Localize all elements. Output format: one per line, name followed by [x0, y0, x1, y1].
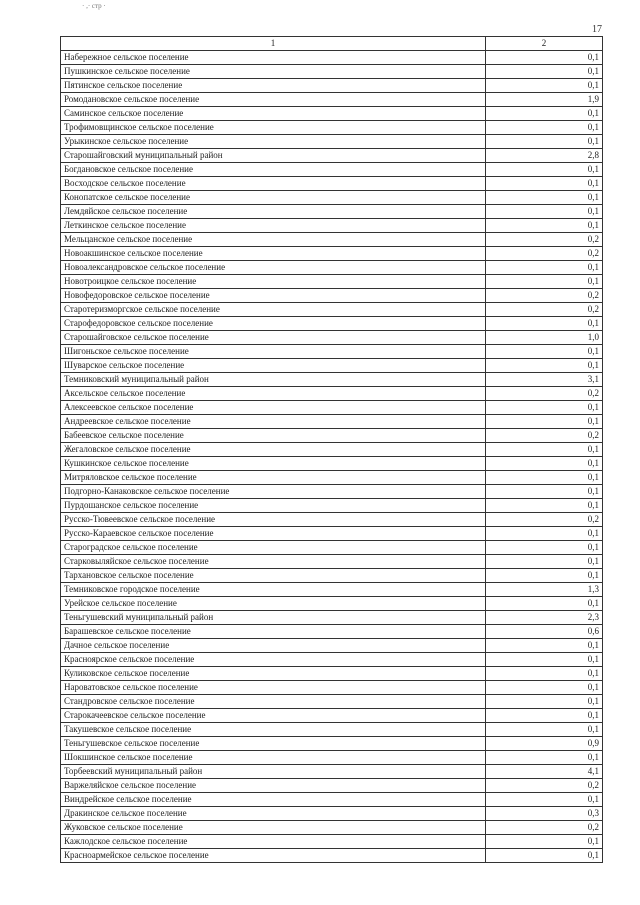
table-row — [61, 639, 603, 653]
row-value-cell: 0,1 — [486, 261, 603, 275]
page-number: 17 — [592, 24, 602, 35]
row-name-cell: Новотроицкое сельское поселение — [61, 275, 486, 289]
table-row — [61, 93, 603, 107]
row-name-cell: Конопатское сельское поселение — [61, 191, 486, 205]
row-value-cell: 0,9 — [486, 737, 603, 751]
table-row — [61, 149, 603, 163]
row-value-cell: 0,1 — [486, 359, 603, 373]
row-name-cell: Саминское сельское поселение — [61, 107, 486, 121]
row-name-cell: Урейское сельское поселение — [61, 597, 486, 611]
table-row — [61, 261, 603, 275]
row-name-cell: Алексеевское сельское поселение — [61, 401, 486, 415]
row-value-cell: 0,1 — [486, 597, 603, 611]
row-value-cell: 0,1 — [486, 107, 603, 121]
row-name-cell: Русско-Тювеевское сельское поселение — [61, 513, 486, 527]
row-name-cell: Новоалександровское сельское поселение — [61, 261, 486, 275]
table-header-row — [61, 37, 603, 51]
row-value-cell: 0,1 — [486, 51, 603, 65]
row-value-cell: 0,1 — [486, 499, 603, 513]
corner-mark: · ,· стр · — [82, 2, 106, 10]
row-value-cell: 0,1 — [486, 415, 603, 429]
table-row — [61, 583, 603, 597]
table-row — [61, 457, 603, 471]
row-value-cell: 0,1 — [486, 835, 603, 849]
row-value-cell: 0,3 — [486, 807, 603, 821]
table-row — [61, 163, 603, 177]
row-name-cell: Староградское сельское поселение — [61, 541, 486, 555]
row-name-cell: Лемдяйское сельское поселение — [61, 205, 486, 219]
row-name-cell: Старошайговское сельское поселение — [61, 331, 486, 345]
row-name-cell: Темниковский муниципальный район — [61, 373, 486, 387]
row-value-cell: 0,1 — [486, 191, 603, 205]
table-row — [61, 275, 603, 289]
row-value-cell: 0,1 — [486, 317, 603, 331]
row-name-cell: Нароватовское сельское поселение — [61, 681, 486, 695]
table-row — [61, 569, 603, 583]
table-row — [61, 793, 603, 807]
row-name-cell: Старокачеевское сельское поселение — [61, 709, 486, 723]
row-name-cell: Старофедоровское сельское поселение — [61, 317, 486, 331]
row-name-cell: Богдановское сельское поселение — [61, 163, 486, 177]
table-row — [61, 611, 603, 625]
row-value-cell: 4,1 — [486, 765, 603, 779]
row-value-cell: 0,1 — [486, 639, 603, 653]
row-name-cell: Кушкинское сельское поселение — [61, 457, 486, 471]
row-value-cell: 0,2 — [486, 247, 603, 261]
row-name-cell: Такушевское сельское поселение — [61, 723, 486, 737]
row-name-cell: Шигоньское сельское поселение — [61, 345, 486, 359]
row-name-cell: Куликовское сельское поселение — [61, 667, 486, 681]
row-name-cell: Ромодановское сельское поселение — [61, 93, 486, 107]
table-row — [61, 191, 603, 205]
table-row — [61, 401, 603, 415]
row-name-cell: Новофедоровское сельское поселение — [61, 289, 486, 303]
table-row — [61, 527, 603, 541]
table-row — [61, 233, 603, 247]
column-header-1: 1 — [61, 37, 486, 51]
row-value-cell: 0,1 — [486, 443, 603, 457]
row-value-cell: 1,0 — [486, 331, 603, 345]
row-value-cell: 0,2 — [486, 289, 603, 303]
row-name-cell: Торбеевский муниципальный район — [61, 765, 486, 779]
table-row — [61, 373, 603, 387]
row-name-cell: Старотеризморгское сельское поселение — [61, 303, 486, 317]
row-value-cell: 0,1 — [486, 709, 603, 723]
row-value-cell: 0,1 — [486, 555, 603, 569]
row-value-cell: 0,2 — [486, 303, 603, 317]
table-row — [61, 625, 603, 639]
row-name-cell: Шокшинское сельское поселение — [61, 751, 486, 765]
table-row — [61, 79, 603, 93]
row-name-cell: Подгорно-Канаковское сельское поселение — [61, 485, 486, 499]
row-value-cell: 0,6 — [486, 625, 603, 639]
table-row — [61, 219, 603, 233]
table-row — [61, 289, 603, 303]
table-row — [61, 331, 603, 345]
row-value-cell: 0,2 — [486, 233, 603, 247]
row-name-cell: Аксельское сельское поселение — [61, 387, 486, 401]
row-value-cell: 0,2 — [486, 387, 603, 401]
row-value-cell: 2,8 — [486, 149, 603, 163]
row-value-cell: 1,9 — [486, 93, 603, 107]
row-value-cell: 0,1 — [486, 471, 603, 485]
table-row — [61, 443, 603, 457]
row-name-cell: Стандровское сельское поселение — [61, 695, 486, 709]
row-value-cell: 0,1 — [486, 457, 603, 471]
row-value-cell: 0,1 — [486, 219, 603, 233]
row-name-cell: Пушкинское сельское поселение — [61, 65, 486, 79]
table-row — [61, 737, 603, 751]
row-name-cell: Жуковское сельское поселение — [61, 821, 486, 835]
row-value-cell: 0,1 — [486, 667, 603, 681]
row-name-cell: Мельцанское сельское поселение — [61, 233, 486, 247]
row-name-cell: Темниковское городское поселение — [61, 583, 486, 597]
table-row — [61, 415, 603, 429]
table-row — [61, 807, 603, 821]
table-row — [61, 709, 603, 723]
row-name-cell: Трофимовщинское сельское поселение — [61, 121, 486, 135]
row-name-cell: Тархановское сельское поселение — [61, 569, 486, 583]
row-value-cell: 0,1 — [486, 849, 603, 863]
row-name-cell: Старошайговский муниципальный район — [61, 149, 486, 163]
row-value-cell: 0,1 — [486, 695, 603, 709]
table-row — [61, 513, 603, 527]
row-value-cell: 0,2 — [486, 429, 603, 443]
row-name-cell: Леткинское сельское поселение — [61, 219, 486, 233]
row-value-cell: 0,1 — [486, 205, 603, 219]
table-row — [61, 387, 603, 401]
table-row — [61, 485, 603, 499]
table-row — [61, 51, 603, 65]
row-value-cell: 0,1 — [486, 79, 603, 93]
row-value-cell: 0,1 — [486, 653, 603, 667]
row-name-cell: Шуварское сельское поселение — [61, 359, 486, 373]
table-row — [61, 723, 603, 737]
row-name-cell: Урыкинское сельское поселение — [61, 135, 486, 149]
row-name-cell: Жегаловское сельское поселение — [61, 443, 486, 457]
table-row — [61, 345, 603, 359]
table-row — [61, 135, 603, 149]
table-row — [61, 653, 603, 667]
row-value-cell: 0,1 — [486, 401, 603, 415]
table-row — [61, 107, 603, 121]
row-name-cell: Кажлодское сельское поселение — [61, 835, 486, 849]
column-header-2: 2 — [486, 37, 603, 51]
row-name-cell: Дракинское сельское поселение — [61, 807, 486, 821]
row-value-cell: 1,3 — [486, 583, 603, 597]
row-name-cell: Андреевское сельское поселение — [61, 415, 486, 429]
row-name-cell: Бабеевское сельское поселение — [61, 429, 486, 443]
table-row — [61, 821, 603, 835]
row-name-cell: Теньгушевское сельское поселение — [61, 737, 486, 751]
row-value-cell: 0,1 — [486, 275, 603, 289]
table-row — [61, 667, 603, 681]
table-row — [61, 317, 603, 331]
row-value-cell: 0,1 — [486, 569, 603, 583]
row-value-cell: 0,1 — [486, 541, 603, 555]
row-value-cell: 0,1 — [486, 723, 603, 737]
row-name-cell: Варжеляйское сельское поселение — [61, 779, 486, 793]
row-value-cell: 0,1 — [486, 135, 603, 149]
table-row — [61, 849, 603, 863]
data-table — [60, 36, 603, 863]
row-name-cell: Новоакшинское сельское поселение — [61, 247, 486, 261]
row-name-cell: Набережное сельское поселение — [61, 51, 486, 65]
row-name-cell: Красноярское сельское поселение — [61, 653, 486, 667]
table-row — [61, 779, 603, 793]
row-value-cell: 0,1 — [486, 751, 603, 765]
table-row — [61, 499, 603, 513]
row-value-cell: 0,1 — [486, 163, 603, 177]
row-value-cell: 0,1 — [486, 65, 603, 79]
row-value-cell: 0,2 — [486, 821, 603, 835]
table-row — [61, 65, 603, 79]
table-row — [61, 835, 603, 849]
row-name-cell: Теньгушевский муниципальный район — [61, 611, 486, 625]
table-row — [61, 247, 603, 261]
row-value-cell: 0,1 — [486, 345, 603, 359]
table-row — [61, 359, 603, 373]
row-value-cell: 0,2 — [486, 513, 603, 527]
row-value-cell: 0,1 — [486, 121, 603, 135]
row-name-cell: Восходское сельское поселение — [61, 177, 486, 191]
row-value-cell: 3,1 — [486, 373, 603, 387]
row-value-cell: 0,1 — [486, 485, 603, 499]
table-row — [61, 555, 603, 569]
table-row — [61, 177, 603, 191]
table-row — [61, 681, 603, 695]
row-value-cell: 2,3 — [486, 611, 603, 625]
table-row — [61, 765, 603, 779]
table-row — [61, 695, 603, 709]
row-value-cell: 0,1 — [486, 177, 603, 191]
row-name-cell: Пурдошанское сельское поселение — [61, 499, 486, 513]
row-name-cell: Старковыляйское сельское поселение — [61, 555, 486, 569]
row-name-cell: Пятинское сельское поселение — [61, 79, 486, 93]
row-value-cell: 0,1 — [486, 681, 603, 695]
table-row — [61, 121, 603, 135]
table-row — [61, 429, 603, 443]
row-name-cell: Митряловское сельское поселение — [61, 471, 486, 485]
table-row — [61, 597, 603, 611]
row-name-cell: Дачное сельское поселение — [61, 639, 486, 653]
row-value-cell: 0,2 — [486, 779, 603, 793]
row-name-cell: Барашевское сельское поселение — [61, 625, 486, 639]
row-name-cell: Виндрейское сельское поселение — [61, 793, 486, 807]
row-value-cell: 0,1 — [486, 527, 603, 541]
table-row — [61, 205, 603, 219]
row-name-cell: Русско-Караевское сельское поселение — [61, 527, 486, 541]
row-value-cell: 0,1 — [486, 793, 603, 807]
table-row — [61, 541, 603, 555]
table-row — [61, 751, 603, 765]
row-name-cell: Красноармейское сельское поселение — [61, 849, 486, 863]
table-row — [61, 471, 603, 485]
table-row — [61, 303, 603, 317]
